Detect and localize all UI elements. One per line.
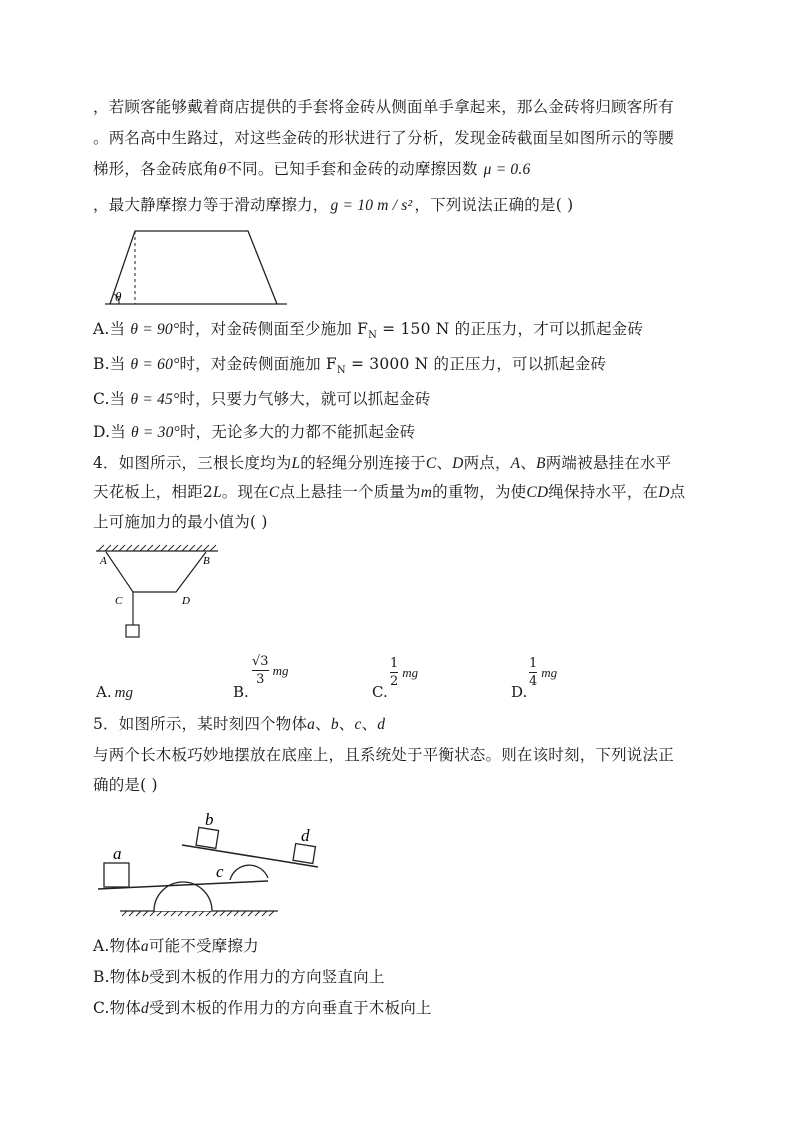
- q3-option-c: C.当 θ = 45°时，只要力气够大，就可以抓起金砖: [93, 390, 431, 408]
- q3-option-b: B.当 θ = 60°时，对金砖侧面施加 $F_N = 3000$ N 的正压力，可以抓起金砖: [93, 355, 607, 377]
- text-line-4: ，最大静摩擦力等于滑动摩擦力， g = 10 m / s² ，下列说法正确的是( ): [93, 196, 574, 214]
- q4-option-c-label: C.: [372, 683, 388, 701]
- q4-option-d-value: 1 4 mg: [529, 656, 558, 689]
- object-a-label: a: [113, 844, 122, 863]
- point-d-label: D: [182, 595, 190, 607]
- q5-option-a: A.物体a可能不受摩擦力: [93, 937, 259, 955]
- q4-option-d-label: D.: [511, 683, 528, 701]
- q3-option-d: D.当 θ = 30°时，无论多大的力都不能抓起金砖: [93, 423, 416, 441]
- q5-line-3: 确的是( ): [93, 776, 158, 794]
- object-d-label: d: [301, 826, 310, 845]
- object-c-label: c: [216, 862, 224, 881]
- q4-line-2: 天花板上，相距2L。现在C点上悬挂一个质量为m的重物，为使CD绳保持水平，在D点: [93, 483, 686, 501]
- q4-option-c-value: 1 2 mg: [390, 656, 419, 689]
- q5-line-2: 与两个长木板巧妙地摆放在底座上，且系统处于平衡状态。则在该时刻，下列说法正: [93, 746, 674, 764]
- point-b-label: B: [203, 555, 210, 567]
- q5-option-b: B.物体b受到木板的作用力的方向竖直向上: [93, 968, 385, 986]
- rope-figure: [96, 543, 226, 643]
- q4-option-b-value: √3 3 mg: [252, 654, 289, 687]
- text-line-2: 。两名高中生路过，对这些金砖的形状进行了分析，发现金砖截面呈如图所示的等腰: [93, 129, 674, 147]
- q5-option-c: C.物体d受到木板的作用力的方向垂直于木板向上: [93, 999, 432, 1017]
- text-line-1: ，若顾客能够戴着商店提供的手套将金砖从侧面单手拿起来，那么金砖将归顾客所有: [93, 98, 674, 116]
- point-c-label: C: [115, 595, 123, 607]
- q4-option-b-label: B.: [233, 683, 249, 701]
- q4-option-a: A. mg: [96, 683, 133, 701]
- object-b-label: b: [205, 810, 214, 829]
- q4-line-3: 上可施加力的最小值为( ): [93, 513, 268, 531]
- point-a-label: A: [100, 555, 107, 567]
- seesaw-figure: [98, 805, 338, 920]
- q5-line-1: 5．如图所示，某时刻四个物体a、b、c、d: [93, 715, 386, 733]
- trapezoid-figure: [105, 226, 305, 311]
- q4-line-1: 4．如图所示，三根长度均为L的轻绳分别连接于C、D两点，A、B两端被悬挂在水平: [93, 454, 672, 472]
- text-line-3: 梯形，各金砖底角θ不同。已知手套和金砖的动摩擦因数 μ = 0.6: [93, 160, 531, 178]
- q3-option-a: A.当 θ = 90°时，对金砖侧面至少施加 $F_N = 150$ N 的正压力，才可以抓起金砖: [93, 320, 644, 342]
- theta-label: θ: [115, 289, 122, 304]
